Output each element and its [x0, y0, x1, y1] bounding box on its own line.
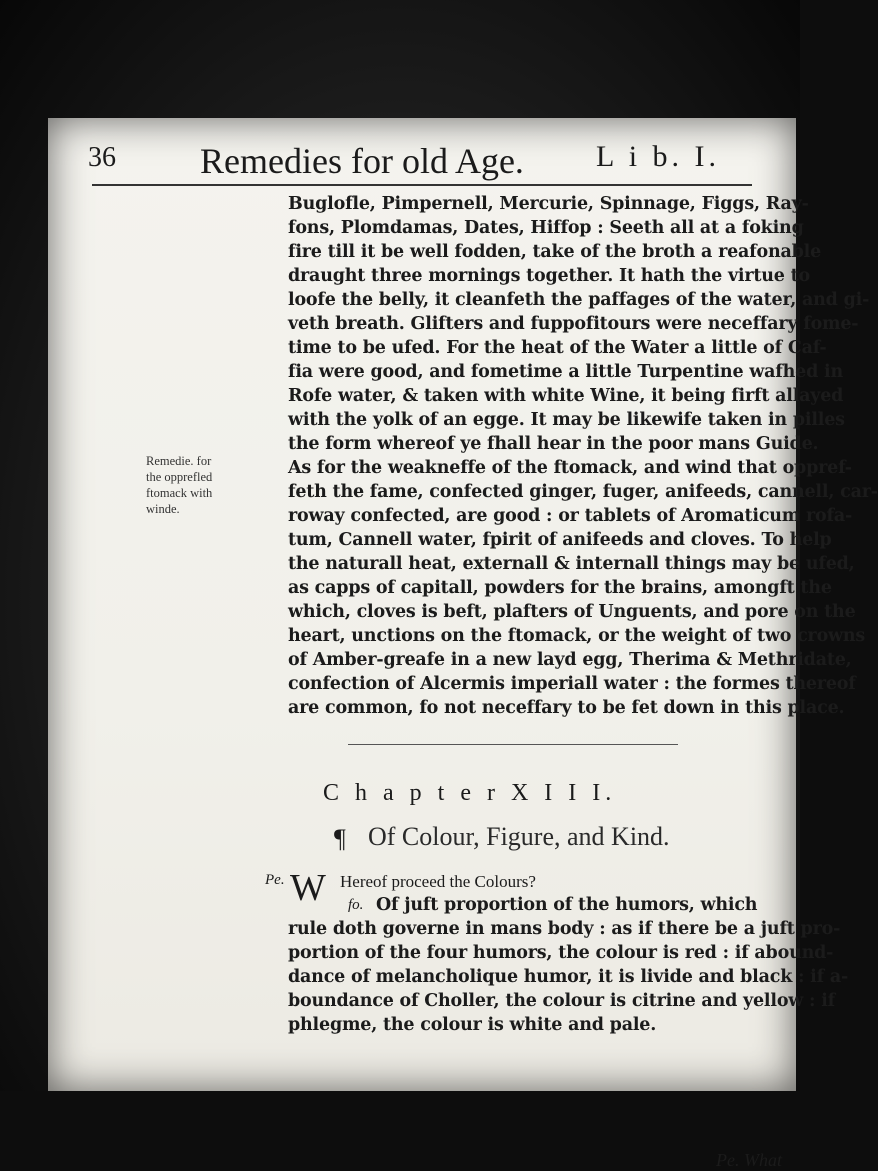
text-line: with the yolk of an egge. It may be likewife taken in pilles	[288, 410, 845, 430]
text-line: are common, fo not neceffary to be fet down in this place.	[288, 698, 845, 718]
text-line: Rofe water, & taken with white Wine, it being firft allayed	[288, 386, 844, 406]
page-number: 36	[88, 142, 116, 173]
drop-cap: W	[290, 867, 326, 909]
text-line: As for the weakneffe of the ftomack, and wind that oppref-	[288, 458, 852, 478]
text-line: as capps of capitall, powders for the brains, amongft the	[288, 578, 832, 598]
dialog-line: phlegme, the colour is white and pale.	[288, 1015, 657, 1035]
margin-note-line: ftomack with	[146, 486, 213, 500]
text-line: fons, Plomdamas, Dates, Hiffop : Seeth all at a foking	[288, 218, 804, 238]
text-line: veth breath. Glifters and fuppofitours were neceffary fome-	[288, 314, 859, 334]
text-line: the form whereof ye fhall hear in the poor mans Guide.	[288, 434, 819, 454]
text-line: confection of Alcermis imperiall water : the formes thereof	[288, 674, 856, 694]
text-line: of Amber-greafe in a new layd egg, Therima & Methridate,	[288, 650, 852, 670]
text-line: which, cloves is beft, plafters of Unguents, and pore on the	[288, 602, 856, 622]
text-line: fire till it be well fodden, take of the broth a reafonable	[288, 242, 822, 262]
text-line: draught three mornings together. It hath the virtue to	[288, 266, 810, 286]
book-page	[48, 118, 878, 1170]
dialog-line: rule doth governe in mans body : as if there be a juft pro-	[288, 919, 841, 939]
text-line: fia were good, and fometime a little Turpentine wafhed in	[288, 362, 843, 382]
header-rule	[92, 184, 752, 186]
pilcrow-icon: ¶	[334, 824, 346, 853]
text-line: tum, Cannell water, fpirit of anifeeds and cloves. To help	[288, 530, 832, 550]
book-number: L i b. I.	[596, 140, 721, 173]
speaker-label: fo.	[348, 897, 364, 913]
text-line: heart, unctions on the ftomack, or the weight of two crowns	[288, 626, 866, 646]
dialog-line: portion of the four humors, the colour is red : if abound-	[288, 943, 834, 963]
running-title: Remedies for old Age.	[200, 141, 524, 181]
text-line: the naturall heat, externall & internall things may be ufed,	[288, 554, 855, 574]
text-line: feth the fame, confected ginger, fuger, anifeeds, cannell, car-	[288, 482, 878, 502]
text-line: roway confected, are good : or tablets of Aromaticum rofa-	[288, 506, 853, 526]
text-line: Buglofle, Pimpernell, Mercurie, Spinnage, Figgs, Ray-	[288, 194, 809, 214]
dialog-line: dance of melancholique humor, it is livide and black : if a-	[288, 967, 849, 987]
catchword: Pe. What	[716, 1150, 782, 1170]
speaker-label: Pe.	[265, 872, 285, 888]
dialog-line: boundance of Choller, the colour is citrine and yellow : if	[288, 991, 835, 1011]
margin-note-line: Remedie. for	[146, 454, 212, 468]
section-divider	[348, 744, 678, 745]
section-title: Of Colour, Figure, and Kind.	[368, 822, 670, 851]
chapter-heading: C h a p t e r X I I I.	[323, 780, 617, 806]
margin-note-line: winde.	[146, 502, 180, 516]
text-line: time to be ufed. For the heat of the Water a little of Caf-	[288, 338, 827, 358]
dialog-question: Hereof proceed the Colours?	[340, 872, 536, 891]
dialog-line: Of juft proportion of the humors, which	[376, 895, 758, 915]
margin-note-line: the opprefled	[146, 470, 213, 484]
text-line: loofe the belly, it cleanfeth the paffages of the water, and gi-	[288, 290, 870, 310]
